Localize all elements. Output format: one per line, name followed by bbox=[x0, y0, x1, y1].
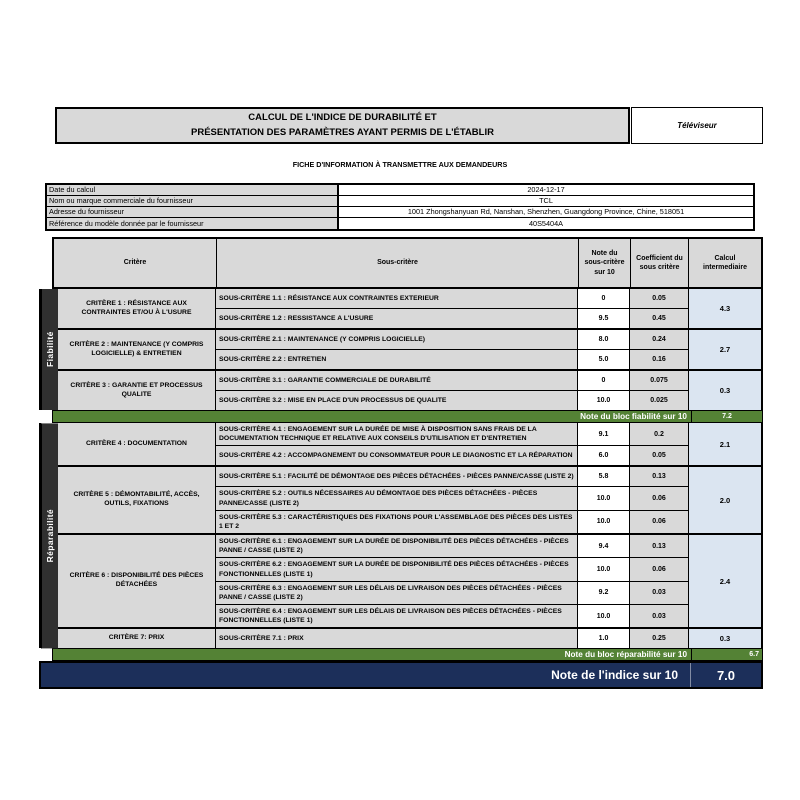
subcriterion-label: SOUS-CRITÈRE 3.1 : GARANTIE COMMERCIALE DE DURABILITÉ bbox=[216, 371, 578, 390]
subcriterion-label: SOUS-CRITÈRE 4.1 : ENGAGEMENT SUR LA DURÉE DE MISE À DISPOSITION SANS FRAIS DE LA DOCUMENTATION TECHNIQUE ET RELATIVE AUX CONSEILS D'UTILISATION ET D'ENTRETIEN bbox=[216, 423, 578, 445]
header-sous-critere: Sous-critère bbox=[216, 239, 578, 287]
info-row-date bbox=[47, 185, 753, 196]
title-line-1: CALCUL DE L'INDICE DE DURABILITÉ ET bbox=[248, 112, 437, 123]
criterion-group bbox=[58, 371, 761, 410]
subcriterion-label: SOUS-CRITÈRE 5.1 : FACILITÉ DE DÉMONTAGE DES PIÈCES DÉTACHÉES - PIÈCES PANNE/CASSE (LISTE 2) bbox=[216, 467, 578, 486]
subcriterion-note: 10.0 bbox=[578, 391, 630, 410]
subcriterion-label: SOUS-CRITÈRE 6.2 : ENGAGEMENT SUR LA DURÉE DE DISPONIBILITÉ DES PIÈCES DÉTACHÉES - PIÈCES FONCTIONNELLES (LISTE 1) bbox=[216, 558, 578, 580]
subcriterion-row bbox=[216, 629, 688, 648]
intermediate-calc: 0.3 bbox=[688, 629, 761, 648]
fiabilite-note-row bbox=[52, 410, 763, 423]
header-critere: Critère bbox=[123, 259, 147, 267]
subcriteria-rows bbox=[216, 371, 688, 410]
header-coefficient: Coefficient du sous critère bbox=[630, 239, 688, 287]
criteria-table bbox=[39, 237, 763, 689]
criterion-group bbox=[58, 535, 761, 629]
subcriterion-label: SOUS-CRITÈRE 2.1 : MAINTENANCE (Y COMPRIS LOGICIELLE) bbox=[216, 330, 578, 349]
subcriterion-note: 1.0 bbox=[578, 629, 630, 648]
subcriterion-note: 6.0 bbox=[578, 446, 630, 465]
criterion-group bbox=[58, 330, 761, 371]
criterion-group bbox=[58, 289, 761, 330]
subcriterion-note: 5.0 bbox=[578, 350, 630, 369]
header-calcul: Calcul intermediaire bbox=[688, 239, 761, 287]
subcriteria-rows bbox=[216, 467, 688, 533]
subcriterion-coefficient: 0.16 bbox=[630, 350, 688, 369]
info-value: 40S5404A bbox=[528, 218, 564, 228]
intermediate-calc: 0.3 bbox=[688, 371, 761, 410]
subcriterion-label: SOUS-CRITÈRE 6.1 : ENGAGEMENT SUR LA DURÉE DE DISPONIBILITÉ DES PIÈCES DÉTACHÉES - PIÈCES PANNE / CASSE (LISTE 2) bbox=[216, 535, 578, 557]
info-value: 2024-12-17 bbox=[527, 185, 565, 195]
intermediate-calc: 2.0 bbox=[688, 467, 761, 533]
subcriterion-note: 8.0 bbox=[578, 330, 630, 349]
subcriterion-label: SOUS-CRITÈRE 6.3 : ENGAGEMENT SUR LES DÉLAIS DE LIVRAISON DES PIÈCES DÉTACHÉES - PIÈCES PANNE / CASSE (LISTE 2) bbox=[216, 582, 578, 604]
subcriterion-row bbox=[216, 467, 688, 487]
info-row-model-ref bbox=[47, 218, 753, 229]
criterion-group bbox=[58, 467, 761, 535]
subcriterion-label: SOUS-CRITÈRE 4.2 : ACCOMPAGNEMENT DU CONSOMMATEUR POUR LE DIAGNOSTIC ET LA RÉPARATION bbox=[216, 446, 578, 465]
subcriterion-label: SOUS-CRITÈRE 6.4 : ENGAGEMENT SUR LES DÉLAIS DE LIVRAISON DES PIÈCES DÉTACHÉES - PIÈCES FONCTIONNELLES (LISTE 1) bbox=[216, 605, 578, 627]
subcriterion-label: SOUS-CRITÈRE 1.2 : RESSISTANCE A L'USURE bbox=[216, 309, 578, 328]
subcriterion-note: 10.0 bbox=[578, 511, 630, 533]
subcriterion-coefficient: 0.03 bbox=[630, 582, 688, 604]
title-line-2: PRÉSENTATION DES PARAMÈTRES AYANT PERMIS DE L'ÉTABLIR bbox=[191, 126, 494, 138]
subcriterion-row bbox=[216, 309, 688, 328]
criterion-group bbox=[58, 423, 761, 467]
reparabilite-note-row bbox=[52, 648, 763, 661]
fiabilite-note-value: 7.2 bbox=[691, 411, 762, 422]
subcriterion-row bbox=[216, 289, 688, 309]
info-value: TCL bbox=[539, 196, 553, 206]
reparabilite-note-label: Note du bloc réparabilité sur 10 bbox=[564, 650, 687, 660]
info-label: Nom ou marque commerciale du fournisseur bbox=[47, 196, 339, 206]
subcriterion-row bbox=[216, 350, 688, 369]
subcriterion-note: 9.4 bbox=[578, 535, 630, 557]
header-note: Note du sous-critère sur 10 bbox=[578, 239, 630, 287]
block-label-reparabilite: Réparabilité bbox=[41, 423, 58, 648]
subcriterion-coefficient: 0.03 bbox=[630, 605, 688, 627]
subcriterion-note: 0 bbox=[578, 289, 630, 308]
criterion-title: CRITÈRE 1 : RÉSISTANCE AUX CONTRAINTES ET/OU À L'USURE bbox=[58, 289, 216, 328]
block-label-fiabilite: Fiabilité bbox=[41, 289, 58, 410]
subcriterion-note: 5.8 bbox=[578, 467, 630, 486]
info-label: Adresse du fournisseur bbox=[47, 207, 339, 217]
subcriterion-coefficient: 0.05 bbox=[630, 446, 688, 465]
intermediate-calc: 2.7 bbox=[688, 330, 761, 369]
subcriterion-label: SOUS-CRITÈRE 2.2 : ENTRETIEN bbox=[216, 350, 578, 369]
subcriterion-note: 9.5 bbox=[578, 309, 630, 328]
index-total-row bbox=[39, 661, 763, 689]
subcriterion-note: 9.1 bbox=[578, 423, 630, 445]
product-type-box: Téléviseur bbox=[631, 107, 763, 144]
subcriterion-label: SOUS-CRITÈRE 3.2 : MISE EN PLACE D'UN PROCESSUS DE QUALITE bbox=[216, 391, 578, 410]
subcriteria-rows bbox=[216, 289, 688, 328]
subcriterion-coefficient: 0.2 bbox=[630, 423, 688, 445]
table-header-row bbox=[52, 237, 763, 289]
subcriterion-note: 10.0 bbox=[578, 605, 630, 627]
criterion-title: CRITÈRE 7: PRIX bbox=[58, 629, 216, 648]
fiabilite-note-label: Note du bloc fiabilité sur 10 bbox=[580, 412, 687, 421]
subcriteria-rows bbox=[216, 535, 688, 627]
supplier-info-table bbox=[45, 183, 755, 231]
criterion-title: CRITÈRE 5 : DÉMONTABILITÉ, ACCÈS, OUTILS, FIXATIONS bbox=[58, 467, 216, 533]
subcriterion-coefficient: 0.13 bbox=[630, 535, 688, 557]
subcriteria-rows bbox=[216, 330, 688, 369]
criterion-title: CRITÈRE 6 : DISPONIBILITÉ DES PIÈCES DÉTACHÉES bbox=[58, 535, 216, 627]
index-total-value: 7.0 bbox=[690, 663, 761, 687]
subcriterion-coefficient: 0.25 bbox=[630, 629, 688, 648]
criterion-title: CRITÈRE 3 : GARANTIE ET PROCESSUS QUALITE bbox=[58, 371, 216, 410]
subcriterion-note: 10.0 bbox=[578, 558, 630, 580]
subcriterion-coefficient: 0.06 bbox=[630, 487, 688, 509]
subcriterion-coefficient: 0.06 bbox=[630, 558, 688, 580]
subcriterion-coefficient: 0.45 bbox=[630, 309, 688, 328]
subcriterion-coefficient: 0.06 bbox=[630, 511, 688, 533]
subcriterion-row bbox=[216, 391, 688, 410]
subcriterion-label: SOUS-CRITÈRE 5.3 : CARACTÉRISTIQUES DES FIXATIONS POUR L'ASSEMBLAGE DES PIÈCES DES LISTES 1 ET 2 bbox=[216, 511, 578, 533]
block-fiabilite bbox=[39, 289, 763, 410]
subcriterion-coefficient: 0.24 bbox=[630, 330, 688, 349]
intermediate-calc: 2.1 bbox=[688, 423, 761, 465]
subcriterion-row bbox=[216, 582, 688, 605]
subcriterion-label: SOUS-CRITÈRE 5.2 : OUTILS NÉCESSAIRES AU DÉMONTAGE DES PIÈCES DÉTACHÉES - PIÈCES PANNE/CASSE (LISTE 2) bbox=[216, 487, 578, 509]
subcriteria-rows bbox=[216, 629, 688, 648]
subcriterion-label: SOUS-CRITÈRE 1.1 : RÉSISTANCE AUX CONTRAINTES EXTERIEUR bbox=[216, 289, 578, 308]
info-label: Date du calcul bbox=[47, 185, 339, 195]
subcriterion-row bbox=[216, 535, 688, 558]
subcriterion-row bbox=[216, 446, 688, 465]
subcriterion-note: 9.2 bbox=[578, 582, 630, 604]
document-subtitle: FICHE D'INFORMATION À TRANSMETTRE AUX DEMANDEURS bbox=[292, 160, 508, 169]
info-value: 1001 Zhongshanyuan Rd, Nanshan, Shenzhen, Guangdong Province, Chine, 518051 bbox=[407, 207, 685, 217]
criterion-title: CRITÈRE 2 : MAINTENANCE (Y COMPRIS LOGICIELLE) & ENTRETIEN bbox=[58, 330, 216, 369]
document-title bbox=[55, 107, 630, 144]
info-label: Référence du modèle donnée par le fournisseur bbox=[47, 218, 339, 229]
info-row-address bbox=[47, 207, 753, 218]
subcriterion-row bbox=[216, 371, 688, 391]
index-total-label: Note de l'indice sur 10 bbox=[551, 668, 678, 683]
subcriterion-row bbox=[216, 423, 688, 446]
subcriterion-note: 0 bbox=[578, 371, 630, 390]
subcriterion-row bbox=[216, 487, 688, 510]
criterion-title: CRITÈRE 4 : DOCUMENTATION bbox=[58, 423, 216, 465]
subcriterion-row bbox=[216, 605, 688, 627]
subcriterion-row bbox=[216, 330, 688, 350]
subcriterion-coefficient: 0.075 bbox=[630, 371, 688, 390]
fiabilite-groups bbox=[58, 289, 761, 410]
subcriterion-label: SOUS-CRITÈRE 7.1 : PRIX bbox=[216, 629, 578, 648]
reparabilite-note-value: 6.7 bbox=[691, 649, 762, 660]
subcriterion-coefficient: 0.025 bbox=[630, 391, 688, 410]
intermediate-calc: 4.3 bbox=[688, 289, 761, 328]
subcriterion-row bbox=[216, 558, 688, 581]
reparabilite-groups bbox=[58, 423, 761, 648]
subcriterion-coefficient: 0.05 bbox=[630, 289, 688, 308]
title-row bbox=[55, 107, 763, 144]
intermediate-calc: 2.4 bbox=[688, 535, 761, 627]
subcriteria-rows bbox=[216, 423, 688, 465]
subcriterion-row bbox=[216, 511, 688, 533]
subcriterion-coefficient: 0.13 bbox=[630, 467, 688, 486]
info-row-brand bbox=[47, 196, 753, 207]
subcriterion-note: 10.0 bbox=[578, 487, 630, 509]
block-reparabilite bbox=[39, 423, 763, 648]
criterion-group bbox=[58, 629, 761, 648]
